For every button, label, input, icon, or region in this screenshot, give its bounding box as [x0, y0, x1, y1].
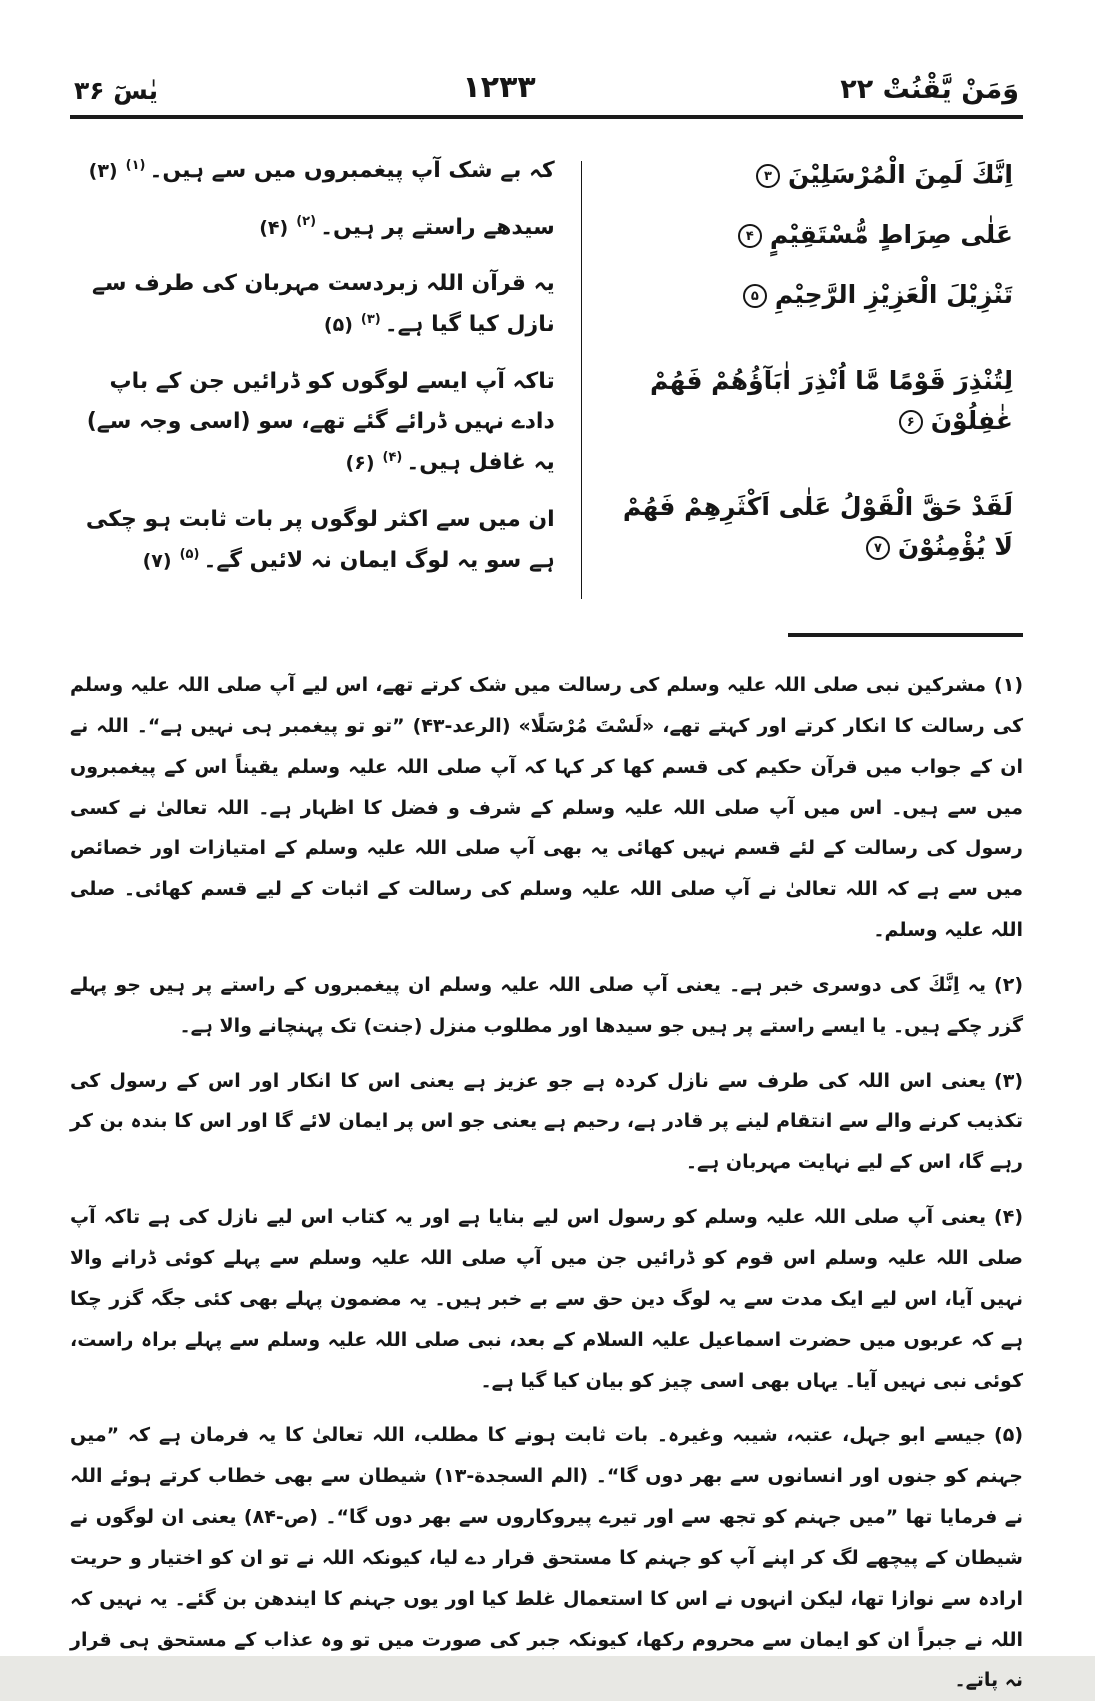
- verse-number-badge: ۷: [866, 536, 890, 560]
- verse-ref: (۵): [323, 314, 353, 337]
- verses-section: [70, 147, 1023, 599]
- footnote-marker: (۲): [994, 973, 1023, 996]
- surah-title: يٰسٓ ۳۶: [74, 76, 158, 105]
- footnote: [70, 1197, 1023, 1401]
- footnote-text: یہ اِنَّكَ کی دوسری خبر ہے۔ یعنی آپ صلی اللہ علیہ وسلم ان پیغمبروں کے راستے پر ہیں جو پہلے گزر چکے ہیں۔ یا ایسے راستے پر ہیں جو سیدھا اور مطلوب منزل (جنت) تک پہنچانے والا ہے۔: [70, 973, 1023, 1037]
- arabic-verse: [606, 361, 1013, 441]
- arabic-verse-text: اِنَّكَ لَمِنَ الْمُرْسَلِيْنَ: [787, 160, 1013, 189]
- footnote-text: یعنی اس اللہ کی طرف سے نازل کردہ ہے جو عزیز ہے یعنی اس کا انکار اور اس کے رسول کی تکذیب کرنے والے سے انتقام لینے پر قادر ہے، رحیم ہے یعنی جو اس پر ایمان لائے گا اور اس کا بندہ بن کر رہے گا، اس کے لیے نہایت مہربان ہے۔: [70, 1069, 1023, 1174]
- translation-text: کہ بے شک آپ پیغمبروں میں سے ہیں۔: [149, 158, 555, 183]
- translation-text: ان میں سے اکثر لوگوں پر بات ثابت ہو چکی ہے سو یہ لوگ ایمان نہ لائیں گے۔: [85, 506, 555, 573]
- arabic-verse: [606, 487, 1013, 567]
- translation-line: [72, 362, 555, 484]
- footnote-marker: (۱): [994, 674, 1023, 696]
- footnote-text: جیسے ابو جہل، عتبہ، شیبہ وغیرہ۔ بات ثابت ہونے کا مطلب، اللہ تعالیٰ کا یہ فرمان ہے کہ ”میں جہنم کو جنوں اور انسانوں سے بھر دوں گا“۔ (الم السجدة-۱۳) شیطان سے بھی خطاب کرتے ہوئے اللہ نے فرمایا تھا ”میں جہنم کو تجھ سے اور تیرے پیروکاروں سے بھر دوں گا“۔ (ص-۸۴) یعنی ان لوگوں نے شیطان کے پیچھے لگ کر اپنے آپ کو جہنم کا مستحق قرار دے لیا، کیونکہ اللہ نے تو ان کو اختیار و حریت ارادہ سے نوازا تھا، لیکن انہوں نے اس کا استعمال غلط کیا اور یوں جہنم کا ایندھن بن گئے۔ یہ نہیں کہ اللہ نے جبراً ان کو ایمان سے محروم رکھا، کیونکہ جبر کی صورت میں تو وہ عذاب کے مستحق ہی قرار نہ پاتے۔: [70, 1424, 1024, 1692]
- footnote: [70, 665, 1023, 951]
- verse-ref: (۶): [345, 452, 375, 475]
- header-divider: [70, 115, 1023, 119]
- arabic-verse: [606, 215, 1013, 255]
- translation-line: [72, 208, 555, 249]
- page-header: [70, 70, 1023, 105]
- translation-line: [72, 500, 555, 581]
- footnote-ref: (۱): [125, 157, 146, 173]
- arabic-verse-text: لَقَدْ حَقَّ الْقَوْلُ عَلٰى اَكْثَرِهِمْ فَهُمْ لَا يُؤْمِنُوْنَ: [622, 492, 1013, 561]
- footnote-text: یعنی آپ صلی اللہ علیہ وسلم کو رسول اس لیے بنایا ہے اور یہ کتاب اس لیے نازل کی ہے تاکہ آپ صلی اللہ علیہ وسلم اس قوم کو ڈرائیں جن میں آپ صلی اللہ علیہ وسلم سے پہلے کوئی ڈرانے والا نہیں آیا، اس لیے ایک مدت سے یہ لوگ دین حق سے بے خبر ہیں۔ یہ مضمون پہلے بھی کئی جگہ گزر چکا ہے کہ عربوں میں حضرت اسماعیل علیہ السلام کے بعد، نبی صلی اللہ علیہ وسلم سے پہلے براہ راست، کوئی نبی نہیں آیا۔ یہاں بھی اسی چیز کو بیان کیا گیا ہے۔: [70, 1206, 1023, 1392]
- page-number: ۱۲۳۳: [462, 70, 536, 105]
- translation-line: [72, 151, 555, 192]
- arabic-verse: [606, 155, 1013, 195]
- footnote-divider: [788, 633, 1023, 637]
- verse-ref: (۴): [259, 216, 289, 239]
- verse-number-badge: ۶: [899, 410, 923, 434]
- footnote-text: مشرکین نبی صلی اللہ علیہ وسلم کی رسالت میں شک کرتے تھے، اس لیے آپ صلی اللہ علیہ وسلم کی رسالت کا انکار کرتے اور کہتے تھے، «لَسْتَ مُرْسَلًا» (الرعد-۴۳) ”تو تو پیغمبر ہی نہیں ہے“۔ اللہ نے ان کے جواب میں قرآن حکیم کی قسم کھا کر کہا کہ آپ صلی اللہ علیہ وسلم یقیناً اس کے پیغمبروں میں سے ہیں۔ اس میں آپ صلی اللہ علیہ وسلم کے شرف و فضل کا اظہار ہے۔ اللہ تعالیٰ نے کسی رسول کی رسالت کے لئے قسم نہیں کھائی یہ بھی آپ صلی اللہ علیہ وسلم کے امتیازات اور خصائص میں سے ہے کہ اللہ تعالیٰ نے آپ صلی اللہ علیہ وسلم کی رسالت کے اثبات کے لیے قسم کھائی۔ صلی اللہ علیہ وسلم۔: [70, 674, 1023, 942]
- arabic-verse-text: تَنْزِيْلَ الْعَزِيْزِ الرَّحِيْمِ: [774, 280, 1013, 309]
- footnote-marker: (۳): [994, 1069, 1023, 1092]
- footnote-ref: (۲): [296, 214, 317, 230]
- footnote: [70, 1061, 1023, 1184]
- footnote: [70, 965, 1023, 1047]
- arabic-verse-text: عَلٰى صِرَاطٍ مُّسْتَقِيْمٍ: [769, 220, 1013, 249]
- verse-number-badge: ۴: [738, 224, 762, 248]
- footnote-marker: (۵): [994, 1424, 1023, 1447]
- footnote: [70, 1415, 1023, 1701]
- translation-text: تاکہ آپ ایسے لوگوں کو ڈرائیں جن کے باپ دادے نہیں ڈرائے گئے تھے، سو (اسی وجہ سے) یہ غافل ہیں۔: [86, 368, 555, 476]
- verse-ref: (۳): [88, 160, 118, 182]
- footnote-ref: (۴): [382, 449, 403, 465]
- translation-line: [72, 264, 555, 345]
- verse-ref: (۷): [142, 549, 172, 572]
- arabic-verses-column: [588, 147, 1023, 599]
- translation-text: یہ قرآن اللہ زبردست مہربان کی طرف سے نازل کیا گیا ہے۔: [92, 271, 555, 338]
- translation-text: سیدھے راستے پر ہیں۔: [320, 214, 555, 240]
- footnote-marker: (۴): [994, 1206, 1023, 1229]
- urdu-translation-column: [70, 147, 575, 599]
- column-divider: [581, 161, 582, 599]
- arabic-verse: [606, 275, 1013, 315]
- footnotes-section: [70, 665, 1023, 1701]
- arabic-verse-text: لِتُنْذِرَ قَوْمًا مَّا اُنْذِرَ اٰبَآؤُهُمْ فَهُمْ غٰفِلُوْنَ: [649, 366, 1013, 435]
- footnote-ref: (۳): [360, 311, 381, 327]
- footnote-ref: (۵): [179, 547, 200, 563]
- verse-number-badge: ۳: [756, 164, 780, 188]
- juz-title: وَمَنْ يَّقْنُتْ ۲۲: [840, 74, 1019, 105]
- verse-number-badge: ۵: [743, 284, 767, 308]
